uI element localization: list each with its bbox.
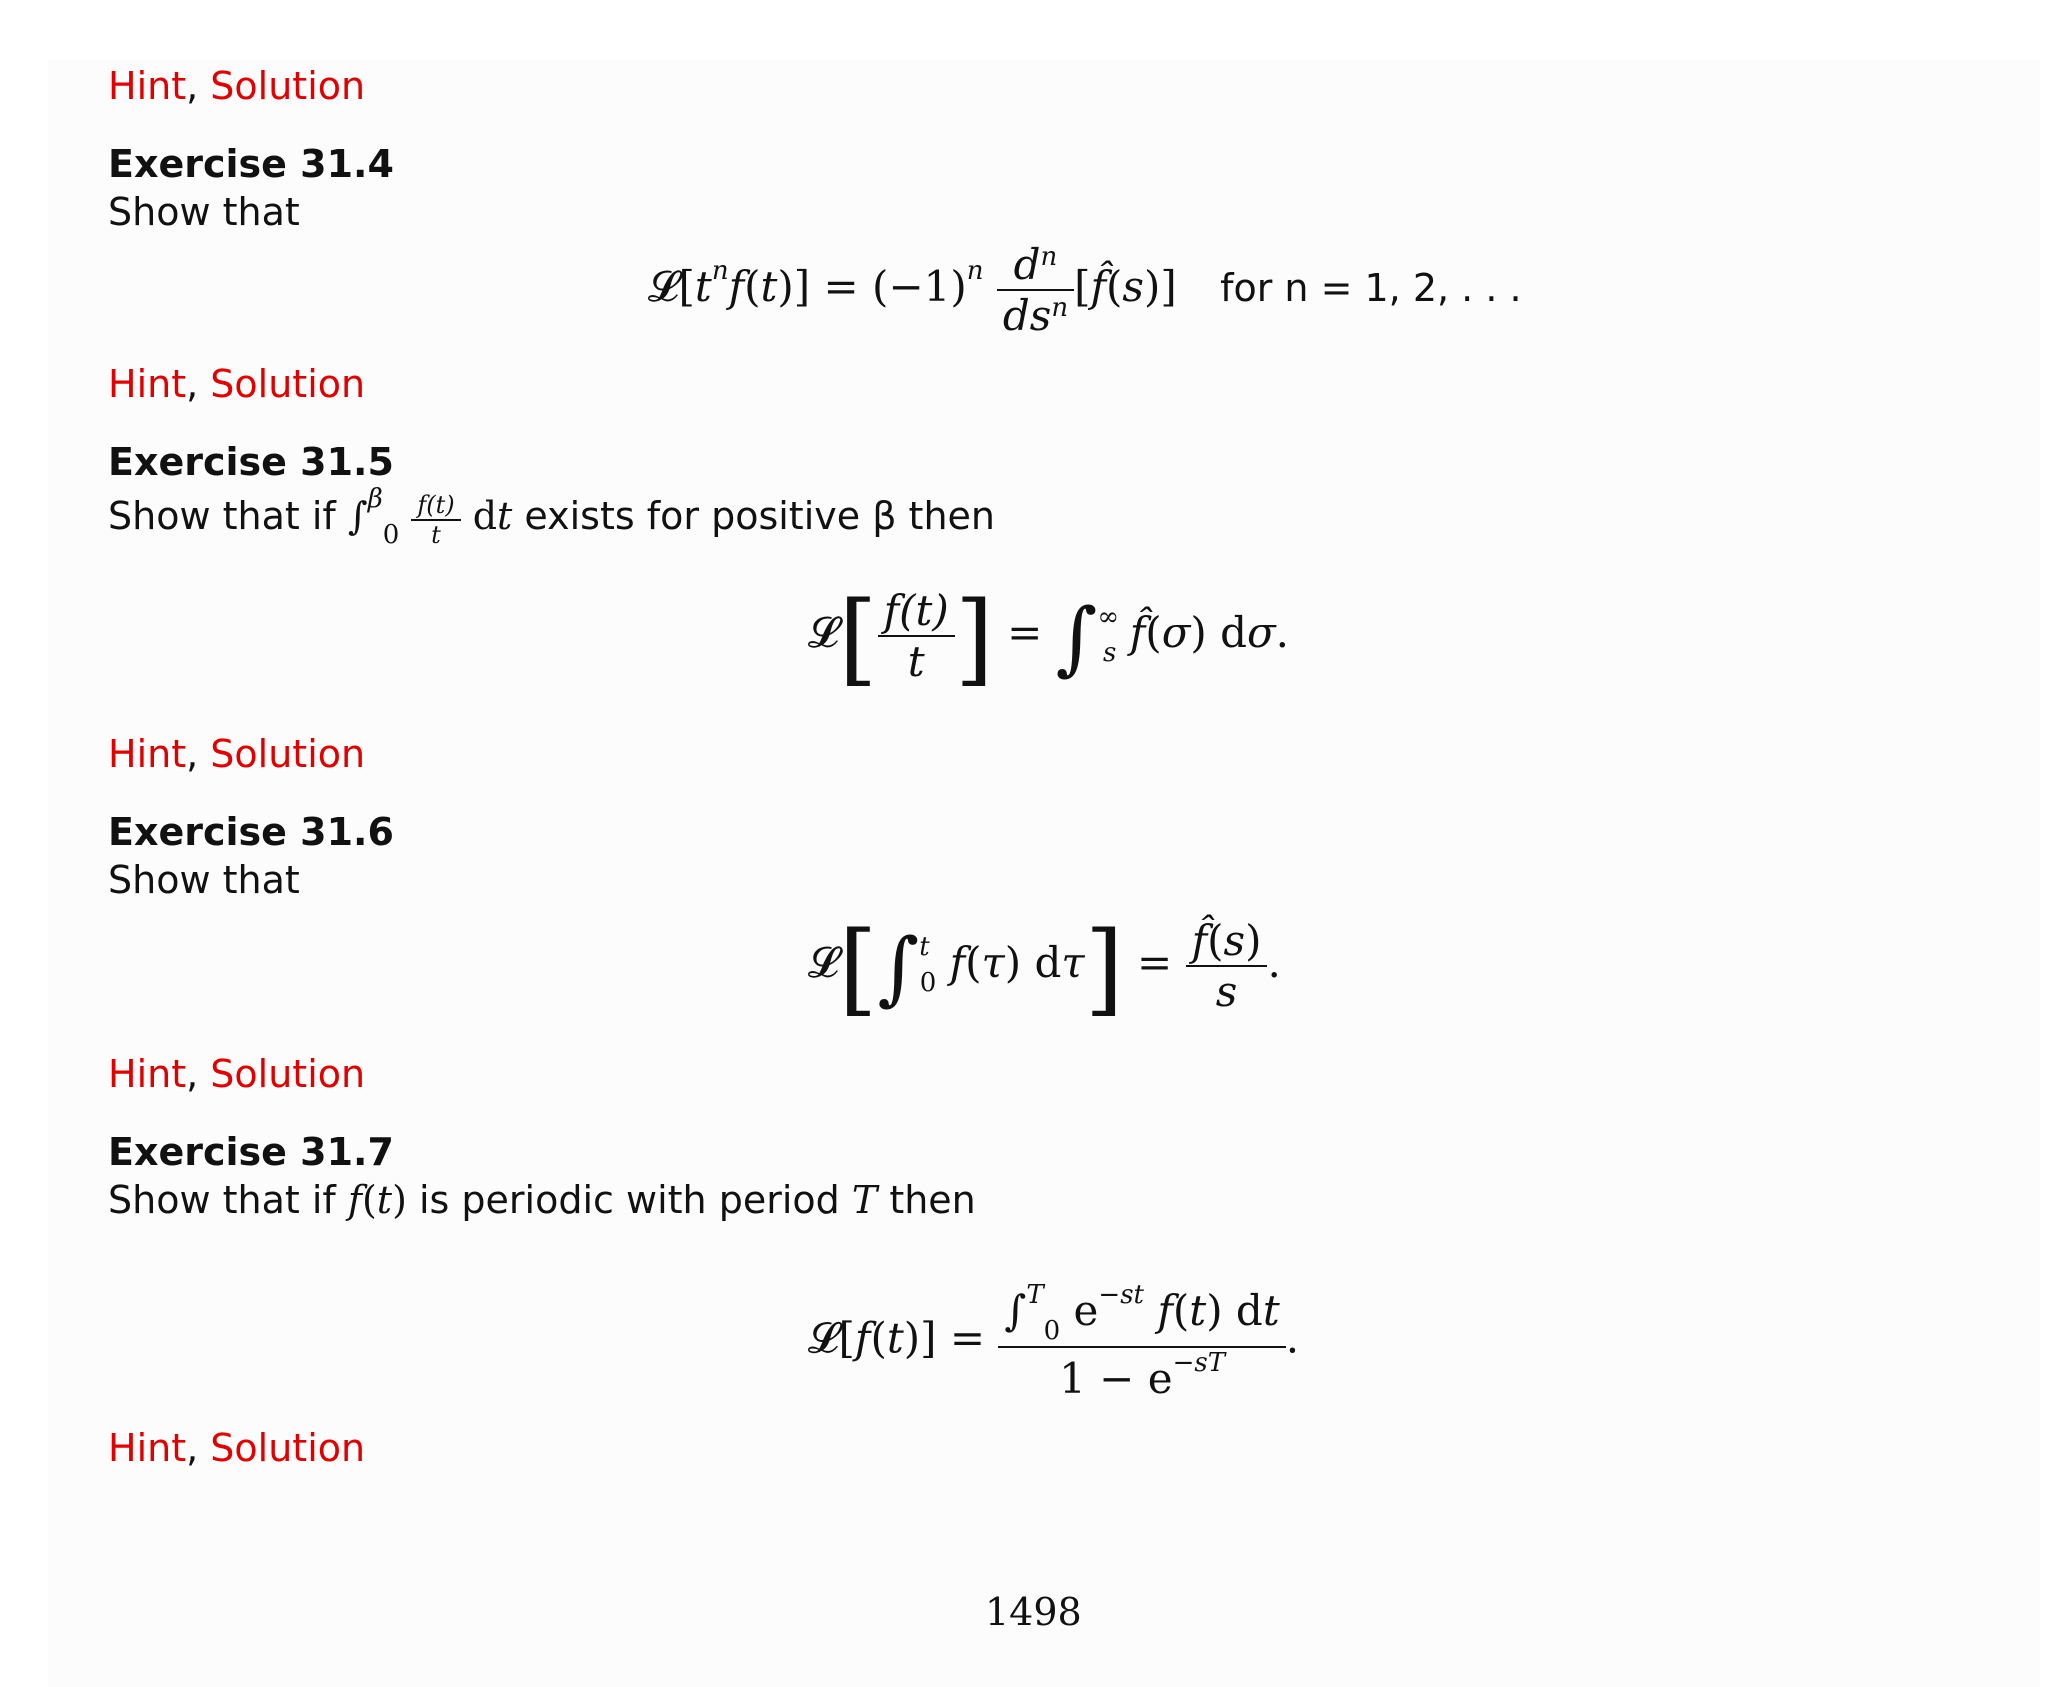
link-separator: ,: [186, 64, 211, 108]
solution-link[interactable]: Solution: [210, 1426, 366, 1470]
exercise-title: Exercise 31.6: [108, 810, 394, 854]
exercise-text: Show that if ∫$^\beta_0$ $\frac{f(t)}{t}$ dt exists for positive β then: [108, 484, 995, 550]
hint-link[interactable]: Hint: [108, 362, 187, 406]
inline-integral: ∫$^\beta_0$ $\frac{f(t)}{t}$ dt: [347, 484, 513, 550]
document-page: [48, 60, 2040, 1687]
link-separator: ,: [186, 1426, 211, 1470]
link-separator: ,: [186, 732, 211, 776]
solution-link[interactable]: Solution: [210, 732, 366, 776]
hint-solution-links: [108, 362, 365, 406]
page-number: 1498: [985, 1590, 1082, 1634]
hint-solution-links: [108, 1426, 365, 1470]
hint-solution-links: [108, 732, 365, 776]
formula-laplace-derivative: $𝓛[t^nf(t)] = (-1)^n$ $\frac{d^n}{ds^n}$ [f̂(s)] for n = 1, 2, . . .: [648, 240, 1522, 340]
hint-solution-links: [108, 64, 365, 108]
exercise-text: Show that if f(t) is periodic with period T then: [108, 1178, 976, 1222]
formula-laplace-periodic: 𝓛[f(t)] = $\frac{\int^T_0 e^{-st} f(t) dt}{1 - e^{-sT}}$ .: [808, 1280, 1300, 1403]
formula-laplace-integral: 𝓛[∫$^t_0$ f(τ) dτ] = $\frac{f̂(s)}{s}$ .: [808, 910, 1281, 1027]
hint-link[interactable]: Hint: [108, 1052, 187, 1096]
hint-solution-links: [108, 1052, 365, 1096]
exercise-title: Exercise 31.5: [108, 440, 394, 484]
solution-link[interactable]: Solution: [210, 64, 366, 108]
link-separator: ,: [186, 362, 211, 406]
formula-laplace-division: 𝓛[ $\frac{f(t)}{t}$ ] = $\int^\infty_s$ f̂(σ) dσ.: [808, 580, 1290, 697]
hint-link[interactable]: Hint: [108, 732, 187, 776]
link-separator: ,: [186, 1052, 211, 1096]
exercise-text: Show that: [108, 190, 300, 234]
solution-link[interactable]: Solution: [210, 1052, 366, 1096]
hint-link[interactable]: Hint: [108, 64, 187, 108]
exercise-title: Exercise 31.4: [108, 142, 394, 186]
exercise-title: Exercise 31.7: [108, 1130, 394, 1174]
hint-link[interactable]: Hint: [108, 1426, 187, 1470]
formula-condition: for n = 1, 2, . . .: [1220, 266, 1522, 310]
exercise-text: Show that: [108, 858, 300, 902]
solution-link[interactable]: Solution: [210, 362, 366, 406]
